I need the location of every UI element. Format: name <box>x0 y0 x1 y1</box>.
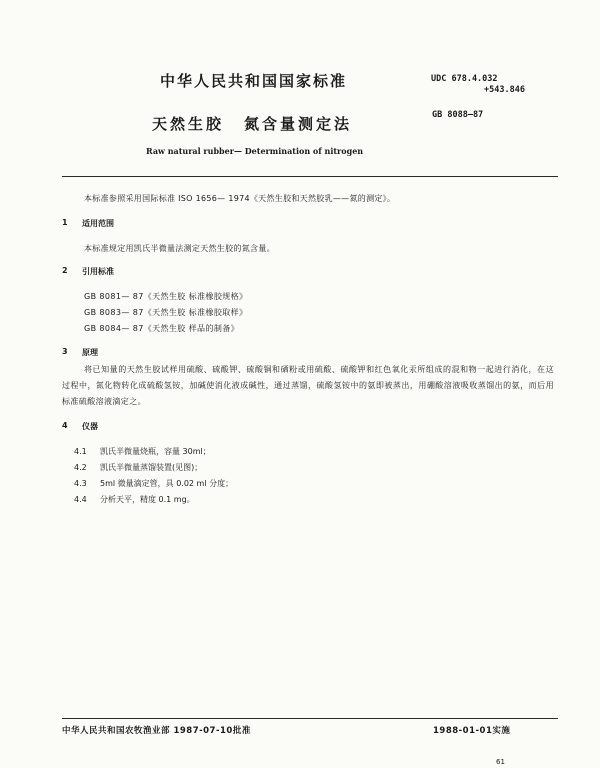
section-1-title: 适用范围 <box>82 219 114 228</box>
item-number: 4.4 <box>74 495 87 504</box>
section-1-number: 1 <box>62 218 68 227</box>
item-text: 凯氏半微量烧瓶，容量 30ml； <box>100 447 211 456</box>
section-3-text: 将已知量的天然生胶试样用硫酸、硫酸钾、硫酸铜和硒粉或用硫酸、硫酸钾和红色氧化汞所组成的混和物一起进行消化，在这过程中，氮化物转化成硫酸氢铵，加碱使消化液成碱性，通过蒸馏，硫酸氢铵中的氨即被蒸出，用硼酸溶液吸收蒸馏出的氨，而后用标准硫酸溶液滴定之。 <box>62 365 554 406</box>
document-title-part2: 氮含量测定法 <box>244 115 353 133</box>
approval-info: 中华人民共和国农牧渔业部 1987-07-10批准 <box>62 726 251 736</box>
section-3-number: 3 <box>62 347 68 356</box>
item-number: 4.1 <box>74 447 87 456</box>
document-title-part1: 天然生胶 <box>152 115 225 133</box>
implementation-date: 1988-01-01实施 <box>433 726 511 736</box>
intro-text: 本标准参照采用国际标准 ISO 1656— 1974《天然生胶和天然胶乳——氮的测定》。 <box>84 194 396 203</box>
header-divider <box>62 176 558 177</box>
standard-title: 中华人民共和国国家标准 <box>160 72 348 90</box>
section-2-title: 引用标准 <box>82 267 114 276</box>
document-title-en: Raw natural rubber— Determination of nitrogen <box>146 146 364 156</box>
udc-line-1: UDC 678.4.032 <box>431 74 498 84</box>
udc-line-2: +543.846 <box>484 85 525 95</box>
reference-item: GB 8084— 87《天然生胶 样品的制备》 <box>84 324 240 333</box>
item-number: 4.2 <box>74 463 87 472</box>
section-1-text: 本标准规定用凯氏半微量法测定天然生胶的氮含量。 <box>84 244 275 253</box>
section-4-title: 仪器 <box>82 422 98 431</box>
reference-item: GB 8083— 87《天然生胶 标准橡胶取样》 <box>84 308 248 317</box>
document-title-cn <box>152 113 352 134</box>
udc-code <box>431 74 525 96</box>
reference-item: GB 8081— 87《天然生胶 标准橡胶规格》 <box>84 292 248 301</box>
section-3-title: 原理 <box>82 348 98 357</box>
item-text: 凯氏半微量蒸馏装置(见图)； <box>100 463 203 472</box>
section-4-number: 4 <box>62 421 68 430</box>
item-number: 4.3 <box>74 479 87 488</box>
page-number: 61 <box>496 758 505 766</box>
item-text: 分析天平，精度 0.1 mg。 <box>100 495 195 504</box>
footer-divider <box>62 718 558 719</box>
section-2-number: 2 <box>62 266 68 275</box>
gb-number: GB 8088—87 <box>432 110 484 120</box>
item-text: 5ml 微量滴定管，具 0.02 ml 分度； <box>100 479 234 488</box>
